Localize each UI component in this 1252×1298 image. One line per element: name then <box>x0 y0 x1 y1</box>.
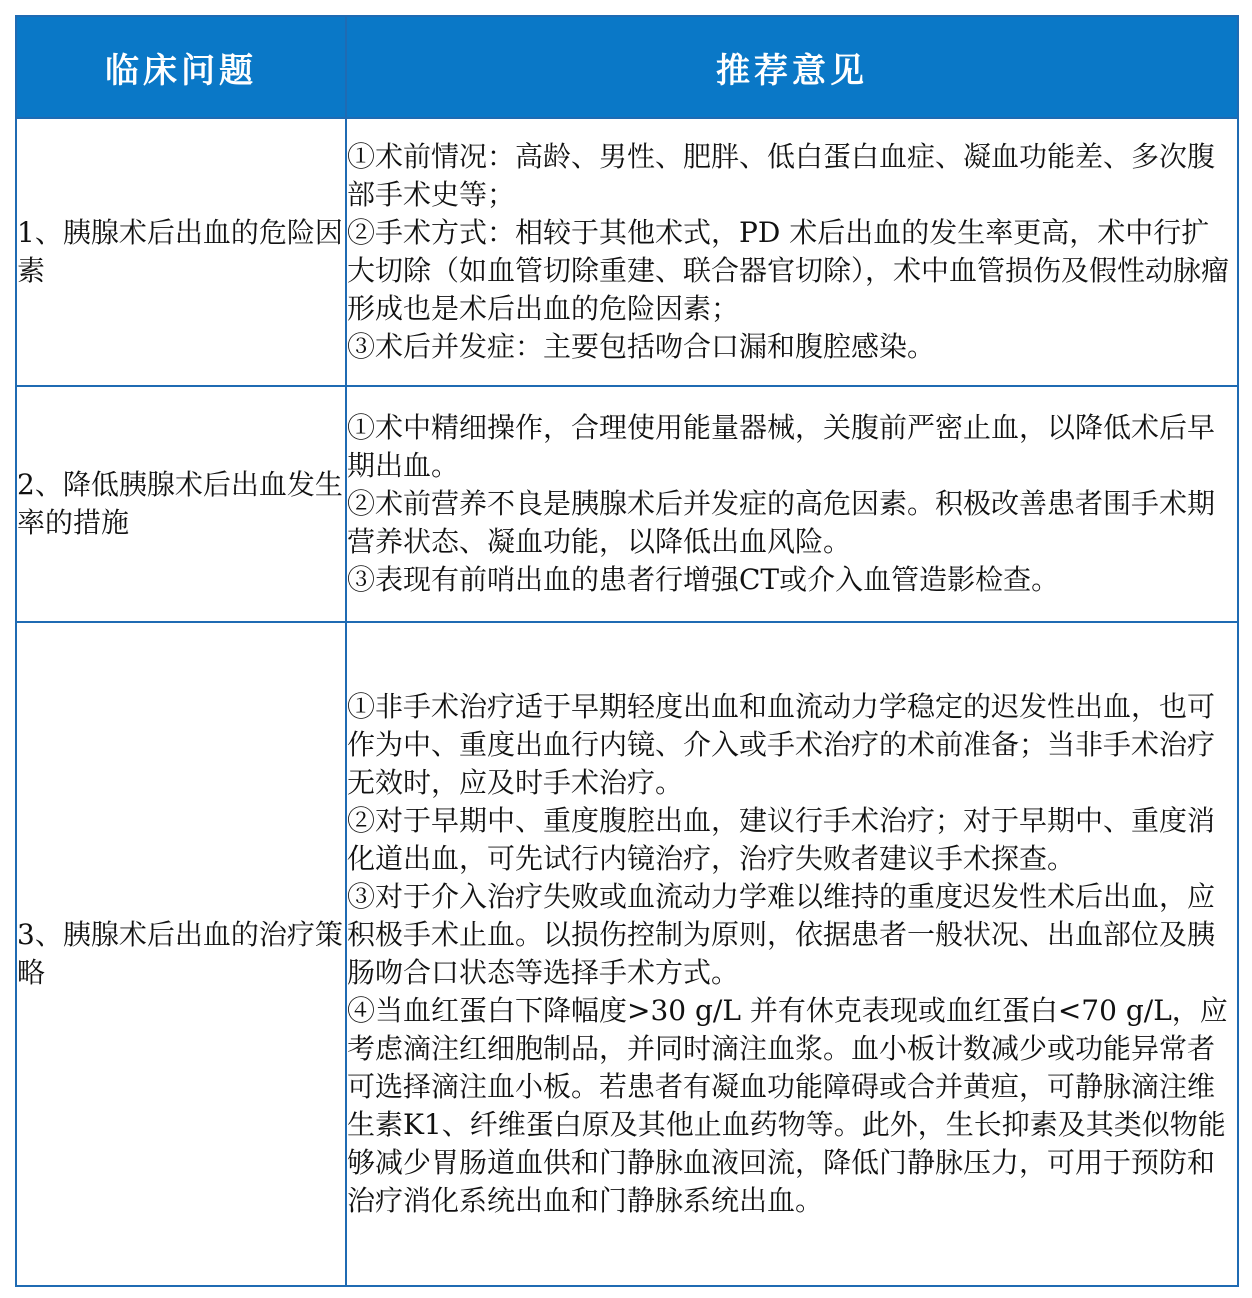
table-row <box>16 622 1238 1286</box>
header-clinical-question: 临床问题 <box>16 16 346 118</box>
recommendation-cell <box>346 386 1238 622</box>
recommendation-item: ①术中精细操作，合理使用能量器械，关腹前严密止血，以降低术后早期出血。 <box>347 411 1216 482</box>
question-cell: 2、降低胰腺术后出血发生率的措施 <box>16 386 346 622</box>
table-row <box>16 386 1238 622</box>
table-row <box>16 118 1238 386</box>
table-header-row <box>16 16 1238 118</box>
recommendation-item: ②对于早期中、重度腹腔出血，建议行手术治疗；对于早期中、重度消化道出血，可先试行内镜治疗，治疗失败者建议手术探查。 <box>347 804 1216 875</box>
recommendation-item: ③对于介入治疗失败或血流动力学难以维持的重度迟发性术后出血，应积极手术止血。以损伤控制为原则，依据患者一般状况、出血部位及胰肠吻合口状态等选择手术方式。 <box>347 880 1216 989</box>
recommendation-item: ③术后并发症：主要包括吻合口漏和腹腔感染。 <box>347 330 936 363</box>
question-cell: 1、胰腺术后出血的危险因素 <box>16 118 346 386</box>
question-cell: 3、胰腺术后出血的治疗策略 <box>16 622 346 1286</box>
recommendation-item: ①术前情况：高龄、男性、肥胖、低白蛋白血症、凝血功能差、多次腹部手术史等； <box>347 140 1216 211</box>
recommendation-cell <box>346 118 1238 386</box>
header-recommendation: 推荐意见 <box>346 16 1238 118</box>
recommendation-cell <box>346 622 1238 1286</box>
recommendation-item: ①非手术治疗适于早期轻度出血和血流动力学稳定的迟发性出血，也可作为中、重度出血行内镜、介入或手术治疗的术前准备；当非手术治疗无效时，应及时手术治疗。 <box>347 690 1216 799</box>
recommendation-table <box>15 15 1239 1287</box>
recommendation-item: ③表现有前哨出血的患者行增强CT或介入血管造影检查。 <box>347 563 1060 596</box>
recommendation-item: ②术前营养不良是胰腺术后并发症的高危因素。积极改善患者围手术期营养状态、凝血功能，以降低出血风险。 <box>347 487 1216 558</box>
recommendation-item: ②手术方式：相较于其他术式，PD 术后出血的发生率更高，术中行扩大切除（如血管切除重建、联合器官切除），术中血管损伤及假性动脉瘤形成也是术后出血的危险因素； <box>347 216 1230 325</box>
recommendation-item: ④当血红蛋白下降幅度>30 g/L 并有休克表现或血红蛋白<70 g/L，应考虑滴注红细胞制品，并同时滴注血浆。血小板计数减少或功能异常者可选择滴注血小板。若患者有凝血功能障碍或合并黄疸，可静脉滴注维生素K1、纤维蛋白原及其他止血药物等。此外，生长抑素及其类似物能够减少胃肠道血供和门静脉血液回流，降低门静脉压力，可用于预防和治疗消化系统出血和门静脉系统出血。 <box>347 994 1228 1217</box>
